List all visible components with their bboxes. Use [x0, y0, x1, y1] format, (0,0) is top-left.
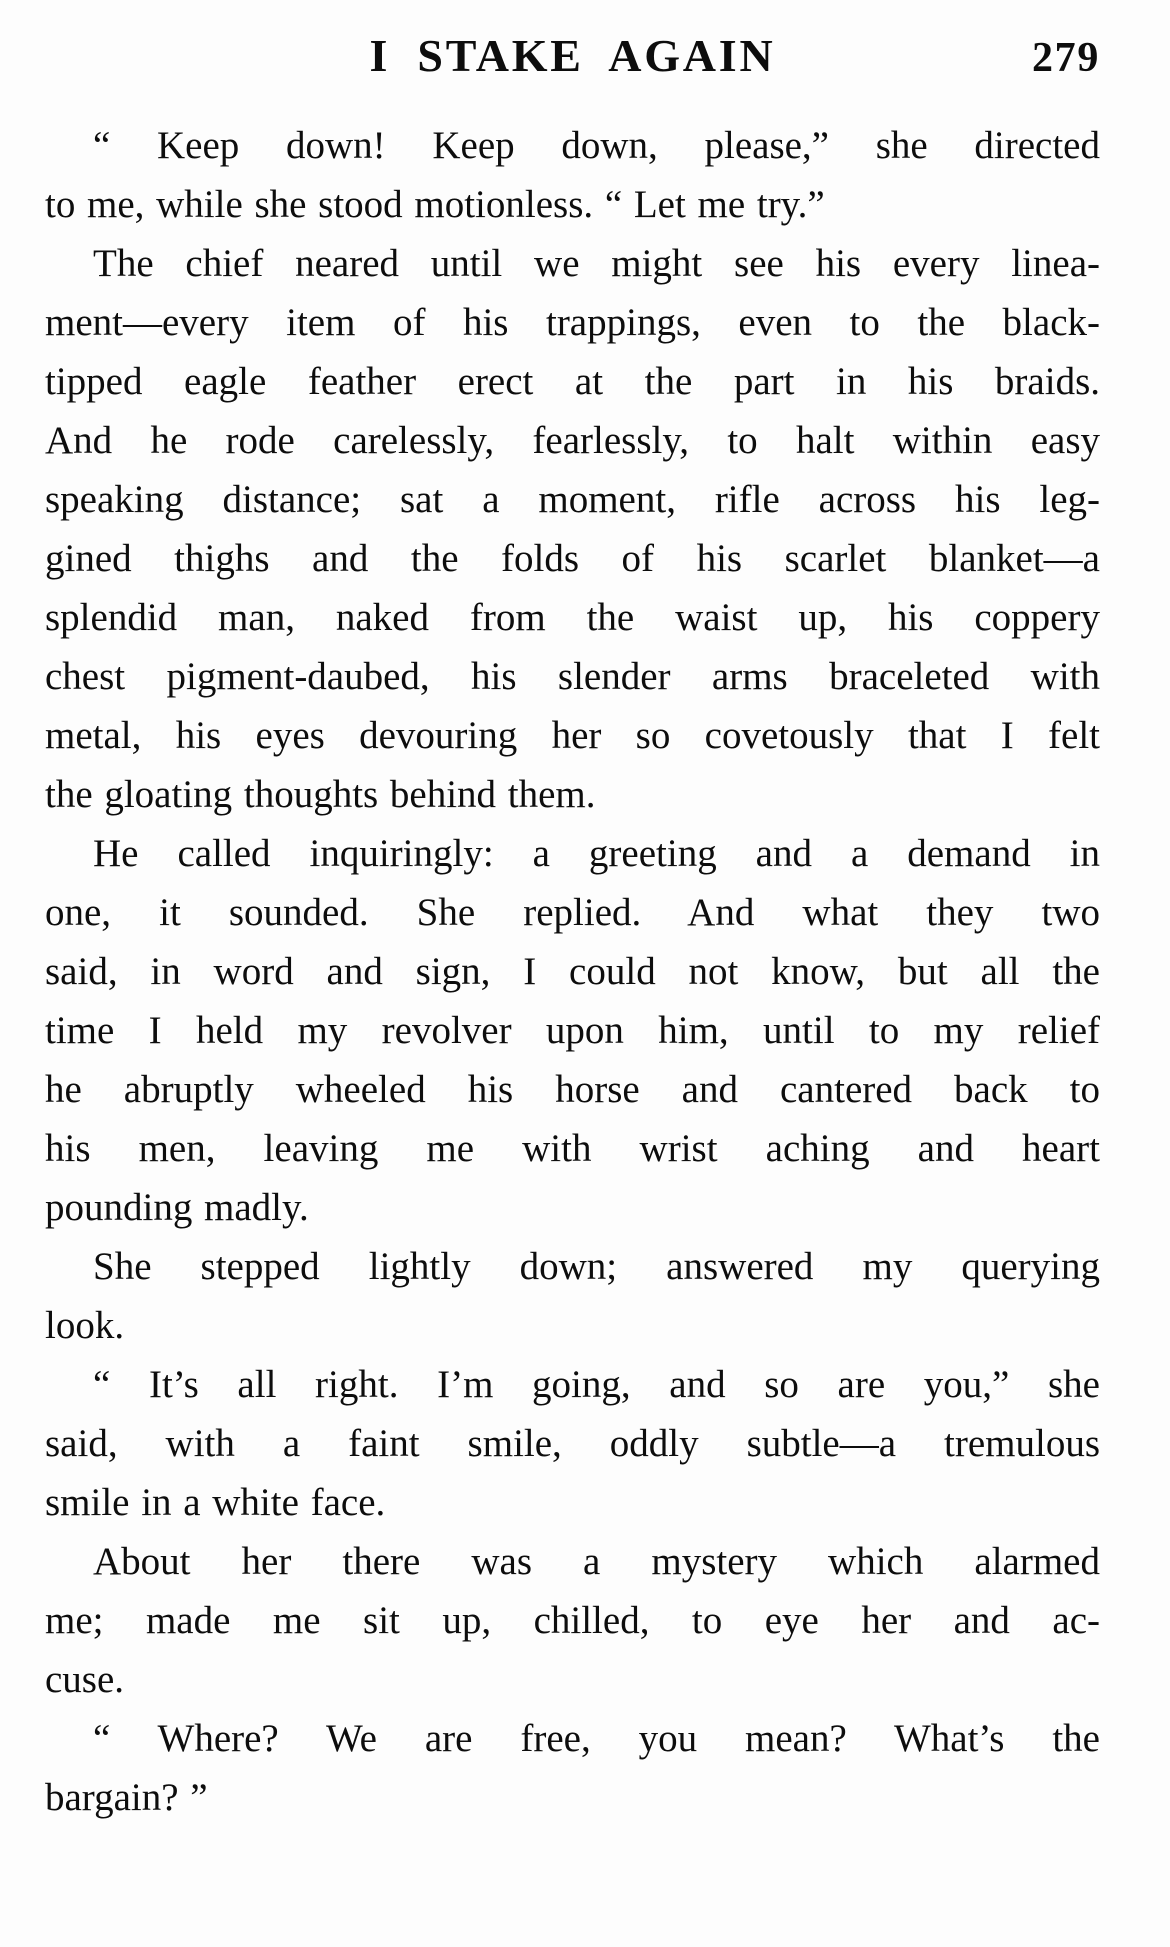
running-chapter-title: I STAKE AGAIN: [369, 30, 776, 81]
text-line: And he rode carelessly, fearlessly, to halt within easy: [45, 419, 1100, 462]
text-paragraph: [45, 1237, 1100, 1355]
text-line: smile in a white face.: [45, 1481, 386, 1524]
text-line: one, it sounded. She replied. And what they two: [45, 891, 1100, 934]
text-line: “ Keep down! Keep down, please,” she directed: [93, 124, 1100, 167]
page-content: [45, 0, 1100, 1827]
text-line: said, with a faint smile, oddly subtle—a tremulous: [45, 1422, 1100, 1465]
text-line: bargain? ”: [45, 1776, 208, 1819]
text-line: the gloating thoughts behind them.: [45, 773, 596, 816]
text-line: to me, while she stood motionless. “ Let me try.”: [45, 183, 825, 226]
text-paragraph: [45, 824, 1100, 1237]
text-line: He called inquiringly: a greeting and a demand in: [93, 832, 1100, 875]
text-paragraph: [45, 1355, 1100, 1532]
text-line: “ Where? We are free, you mean? What’s the: [93, 1717, 1100, 1760]
page-body: [45, 116, 1100, 1827]
text-line: speaking distance; sat a moment, rifle across his leg-: [45, 478, 1100, 521]
text-line: The chief neared until we might see his every linea-: [93, 242, 1100, 285]
text-line: splendid man, naked from the waist up, his coppery: [45, 596, 1100, 639]
text-paragraph: [45, 234, 1100, 824]
text-line: pounding madly.: [45, 1186, 309, 1229]
text-line: look.: [45, 1304, 125, 1347]
text-line: he abruptly wheeled his horse and cantered back to: [45, 1068, 1100, 1111]
text-line: cuse.: [45, 1658, 125, 1701]
text-line: me; made me sit up, chilled, to eye her and ac-: [45, 1599, 1100, 1642]
text-paragraph: [45, 1532, 1100, 1709]
text-line: gined thighs and the folds of his scarlet blanket—a: [45, 537, 1100, 580]
text-line: “ It’s all right. I’m going, and so are you,” she: [93, 1363, 1100, 1406]
text-paragraph: [45, 116, 1100, 234]
text-line: tipped eagle feather erect at the part in his braids.: [45, 360, 1100, 403]
text-paragraph: [45, 1709, 1100, 1827]
text-line: said, in word and sign, I could not know, but all the: [45, 950, 1100, 993]
page-header: [45, 28, 1100, 84]
text-line: ment—every item of his trappings, even to the black-: [45, 301, 1100, 344]
text-line: metal, his eyes devouring her so covetously that I felt: [45, 714, 1100, 757]
text-line: chest pigment-daubed, his slender arms braceleted with: [45, 655, 1100, 698]
page-number: 279: [1031, 35, 1100, 81]
text-line: She stepped lightly down; answered my querying: [93, 1245, 1100, 1288]
text-line: About her there was a mystery which alarmed: [93, 1540, 1100, 1583]
text-line: time I held my revolver upon him, until to my relief: [45, 1009, 1100, 1052]
text-line: his men, leaving me with wrist aching and heart: [45, 1127, 1100, 1170]
